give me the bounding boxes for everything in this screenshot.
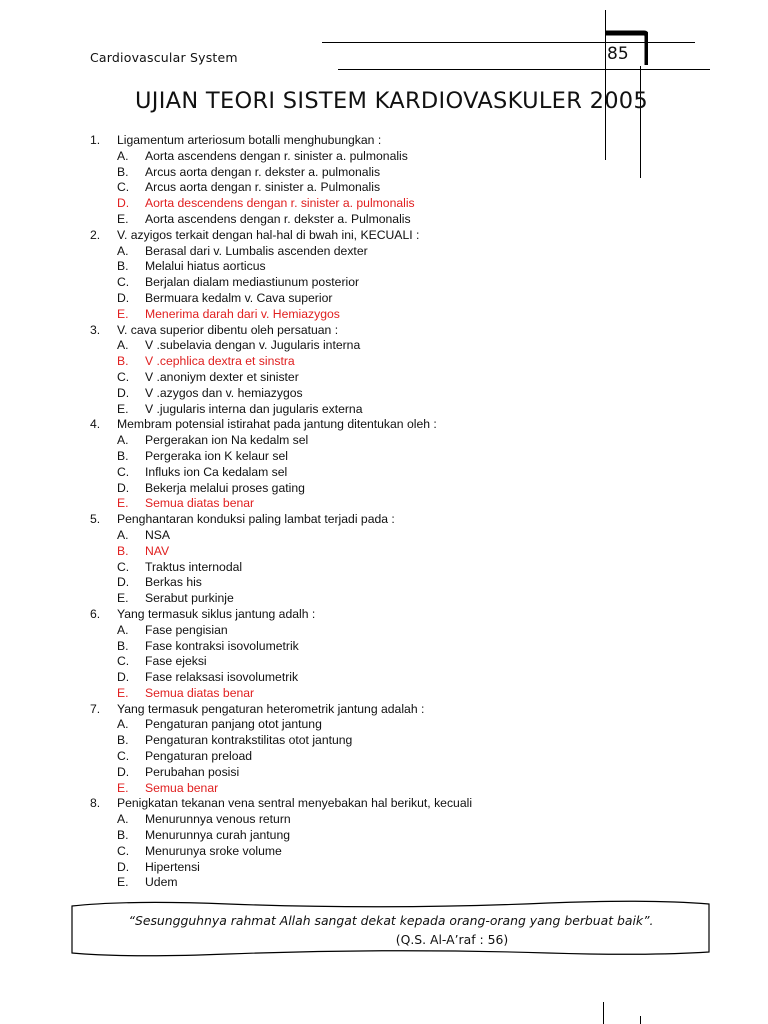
option-text: V .anoniym dexter et sinister bbox=[145, 369, 299, 384]
option-text: Semua diatas benar bbox=[145, 496, 255, 511]
answer-option bbox=[90, 875, 630, 891]
answer-option bbox=[90, 212, 630, 228]
option-text: Pengaturan preload bbox=[145, 749, 253, 764]
question bbox=[90, 512, 630, 528]
option-letter: E. bbox=[117, 401, 129, 416]
answer-option bbox=[90, 591, 630, 607]
option-text: Fase relaksasi isovolumetrik bbox=[145, 670, 299, 685]
option-letter: B. bbox=[117, 828, 129, 843]
question-list bbox=[90, 133, 630, 891]
option-letter: C. bbox=[117, 749, 130, 764]
footer-quote-box bbox=[68, 898, 714, 958]
answer-option bbox=[90, 291, 630, 307]
answer-option bbox=[90, 465, 630, 481]
option-text: Semua diatas benar bbox=[145, 685, 255, 700]
answer-option bbox=[90, 275, 630, 291]
option-letter: C. bbox=[117, 654, 130, 669]
answer-option bbox=[90, 860, 630, 876]
option-text: Menurunya sroke volume bbox=[145, 843, 282, 858]
option-text: Berasal dari v. Lumbalis ascenden dexter bbox=[145, 243, 368, 258]
question-text: Yang termasuk pengaturan heterometrik jantung adalah : bbox=[117, 701, 425, 716]
option-text: Bekerja melalui proses gating bbox=[145, 480, 305, 495]
answer-option-correct bbox=[90, 354, 630, 370]
option-letter: D. bbox=[117, 480, 130, 495]
option-letter: B. bbox=[117, 164, 129, 179]
option-letter: E. bbox=[117, 685, 129, 700]
option-text: Udem bbox=[145, 875, 178, 890]
option-letter: E. bbox=[117, 496, 129, 511]
margin-rule-right bbox=[640, 66, 641, 178]
option-letter: A. bbox=[117, 433, 129, 448]
option-text: Serabut purkinje bbox=[145, 591, 234, 606]
answer-option bbox=[90, 654, 630, 670]
option-letter: C. bbox=[117, 180, 130, 195]
option-text: Pengaturan panjang otot jantung bbox=[145, 717, 322, 732]
answer-option-correct bbox=[90, 781, 630, 797]
header-label: Cardiovascular System bbox=[90, 50, 238, 65]
option-letter: A. bbox=[117, 622, 129, 637]
answer-option bbox=[90, 449, 630, 465]
option-text: Berkas his bbox=[145, 575, 202, 590]
option-letter: D. bbox=[117, 385, 130, 400]
option-letter: D. bbox=[117, 575, 130, 590]
answer-option bbox=[90, 165, 630, 181]
option-letter: A. bbox=[117, 243, 129, 258]
question-text: Penigkatan tekanan vena sentral menyebakan hal berikut, kecuali bbox=[117, 796, 473, 811]
option-text: Semua benar bbox=[145, 780, 219, 795]
answer-option-correct bbox=[90, 196, 630, 212]
answer-option bbox=[90, 749, 630, 765]
option-letter: C. bbox=[117, 559, 130, 574]
answer-option bbox=[90, 765, 630, 781]
answer-option bbox=[90, 639, 630, 655]
answer-option bbox=[90, 623, 630, 639]
question-text: Yang termasuk siklus jantung adalh : bbox=[117, 606, 316, 621]
answer-option-correct bbox=[90, 686, 630, 702]
answer-option bbox=[90, 812, 630, 828]
option-letter: A. bbox=[117, 527, 129, 542]
option-letter: E. bbox=[117, 306, 129, 321]
option-text: V .jugularis interna dan jugularis externa bbox=[145, 401, 363, 416]
question-text: Membram potensial istirahat pada jantung ditentukan oleh : bbox=[117, 417, 437, 432]
option-text: Aorta ascendens dengan r. dekster a. Pulmonalis bbox=[145, 211, 411, 226]
option-text: Bermuara kedalm v. Cava superior bbox=[145, 290, 333, 305]
question-text: V. cava superior dibentu oleh persatuan : bbox=[117, 322, 339, 337]
option-text: Fase kontraksi isovolumetrik bbox=[145, 638, 299, 653]
question bbox=[90, 228, 630, 244]
answer-option bbox=[90, 528, 630, 544]
answer-option bbox=[90, 670, 630, 686]
question bbox=[90, 607, 630, 623]
question-text: Penghantaran konduksi paling lambat terjadi pada : bbox=[117, 512, 395, 527]
option-text: Menurunnya curah jantung bbox=[145, 828, 290, 843]
answer-option bbox=[90, 481, 630, 497]
question bbox=[90, 417, 630, 433]
option-letter: E. bbox=[117, 211, 129, 226]
answer-option bbox=[90, 259, 630, 275]
answer-option bbox=[90, 844, 630, 860]
option-text: Berjalan dialam mediastiunum posterior bbox=[145, 275, 360, 290]
option-letter: B. bbox=[117, 638, 129, 653]
footer-margin-rule-right bbox=[640, 1016, 641, 1024]
answer-option bbox=[90, 717, 630, 733]
option-text: V .subelavia dengan v. Jugularis interna bbox=[145, 338, 361, 353]
option-text: Fase ejeksi bbox=[145, 654, 207, 669]
quote-text: “Sesungguhnya rahmat Allah sangat dekat kepada orang-orang yang berbuat baik”. bbox=[128, 913, 654, 928]
quote-source: (Q.S. Al-A’raf : 56) bbox=[395, 932, 509, 947]
option-letter: B. bbox=[117, 354, 129, 369]
option-text: Fase pengisian bbox=[145, 622, 228, 637]
question bbox=[90, 702, 630, 718]
answer-option bbox=[90, 338, 630, 354]
question-text: Ligamentum arteriosum botalli menghubungkan : bbox=[117, 133, 382, 147]
answer-option bbox=[90, 386, 630, 402]
option-letter: A. bbox=[117, 338, 129, 353]
option-text: V .azygos dan v. hemiazygos bbox=[145, 385, 303, 400]
option-letter: D. bbox=[117, 764, 130, 779]
option-text: Aorta ascendens dengan r. sinister a. pulmonalis bbox=[145, 148, 408, 163]
option-text: Traktus internodal bbox=[145, 559, 243, 574]
option-letter: A. bbox=[117, 148, 129, 163]
scroll-border bbox=[68, 898, 714, 958]
option-text: Arcus aorta dengan r. sinister a. Pulmonalis bbox=[145, 180, 381, 195]
option-text: NAV bbox=[145, 543, 170, 558]
answer-option bbox=[90, 560, 630, 576]
option-letter: A. bbox=[117, 812, 129, 827]
answer-option bbox=[90, 433, 630, 449]
question-number: 6. bbox=[90, 606, 101, 621]
answer-option bbox=[90, 828, 630, 844]
option-text: Pengaturan kontrakstilitas otot jantung bbox=[145, 733, 353, 748]
option-text: Pergerakan ion Na kedalm sel bbox=[145, 433, 309, 448]
question bbox=[90, 796, 630, 812]
answer-option bbox=[90, 244, 630, 260]
footer-margin-rule-left bbox=[603, 1002, 604, 1024]
answer-option bbox=[90, 149, 630, 165]
option-text: Menurunnya venous return bbox=[145, 812, 291, 827]
question-number: 4. bbox=[90, 417, 101, 432]
option-letter: B. bbox=[117, 733, 129, 748]
option-text: Menerima darah dari v. Hemiazygos bbox=[145, 306, 340, 321]
option-letter: B. bbox=[117, 259, 129, 274]
question bbox=[90, 323, 630, 339]
question-number: 2. bbox=[90, 227, 101, 242]
answer-option bbox=[90, 370, 630, 386]
option-letter: D. bbox=[117, 196, 130, 211]
question-number: 7. bbox=[90, 701, 101, 716]
option-text: Melalui hiatus aorticus bbox=[145, 259, 266, 274]
answer-option-correct bbox=[90, 307, 630, 323]
header-rule-bottom bbox=[338, 69, 710, 70]
option-letter: C. bbox=[117, 843, 130, 858]
option-text: Influks ion Ca kedalam sel bbox=[145, 464, 288, 479]
option-text: Hipertensi bbox=[145, 859, 200, 874]
answer-option-correct bbox=[90, 544, 630, 560]
answer-option bbox=[90, 575, 630, 591]
answer-option-correct bbox=[90, 496, 630, 512]
answer-option bbox=[90, 733, 630, 749]
question-number: 8. bbox=[90, 796, 101, 811]
option-letter: C. bbox=[117, 369, 130, 384]
answer-option bbox=[90, 180, 630, 196]
option-text: NSA bbox=[145, 527, 171, 542]
question-number: 1. bbox=[90, 133, 101, 147]
document-title: UJIAN TEORI SISTEM KARDIOVASKULER 2005 bbox=[135, 88, 649, 114]
option-letter: E. bbox=[117, 591, 129, 606]
option-letter: C. bbox=[117, 464, 130, 479]
option-letter: D. bbox=[117, 290, 130, 305]
option-text: Arcus aorta dengan r. dekster a. pulmonalis bbox=[145, 164, 381, 179]
question-number: 3. bbox=[90, 322, 101, 337]
answer-option bbox=[90, 402, 630, 418]
option-letter: E. bbox=[117, 875, 129, 890]
page-number: 85 bbox=[607, 44, 629, 64]
option-text: Pergeraka ion K kelaur sel bbox=[145, 448, 288, 463]
option-letter: D. bbox=[117, 670, 130, 685]
option-text: Perubahan posisi bbox=[145, 764, 240, 779]
option-letter: D. bbox=[117, 859, 130, 874]
option-text: Aorta descendens dengan r. sinister a. pulmonalis bbox=[145, 196, 415, 211]
question-number: 5. bbox=[90, 512, 101, 527]
option-letter: A. bbox=[117, 717, 129, 732]
option-letter: B. bbox=[117, 543, 129, 558]
question bbox=[90, 133, 630, 149]
question-text: V. azyigos terkait dengan hal-hal di bwah ini, KECUALI : bbox=[117, 227, 420, 242]
option-text: V .cephlica dextra et sinstra bbox=[145, 354, 295, 369]
option-letter: B. bbox=[117, 448, 129, 463]
option-letter: E. bbox=[117, 780, 129, 795]
option-letter: C. bbox=[117, 275, 130, 290]
